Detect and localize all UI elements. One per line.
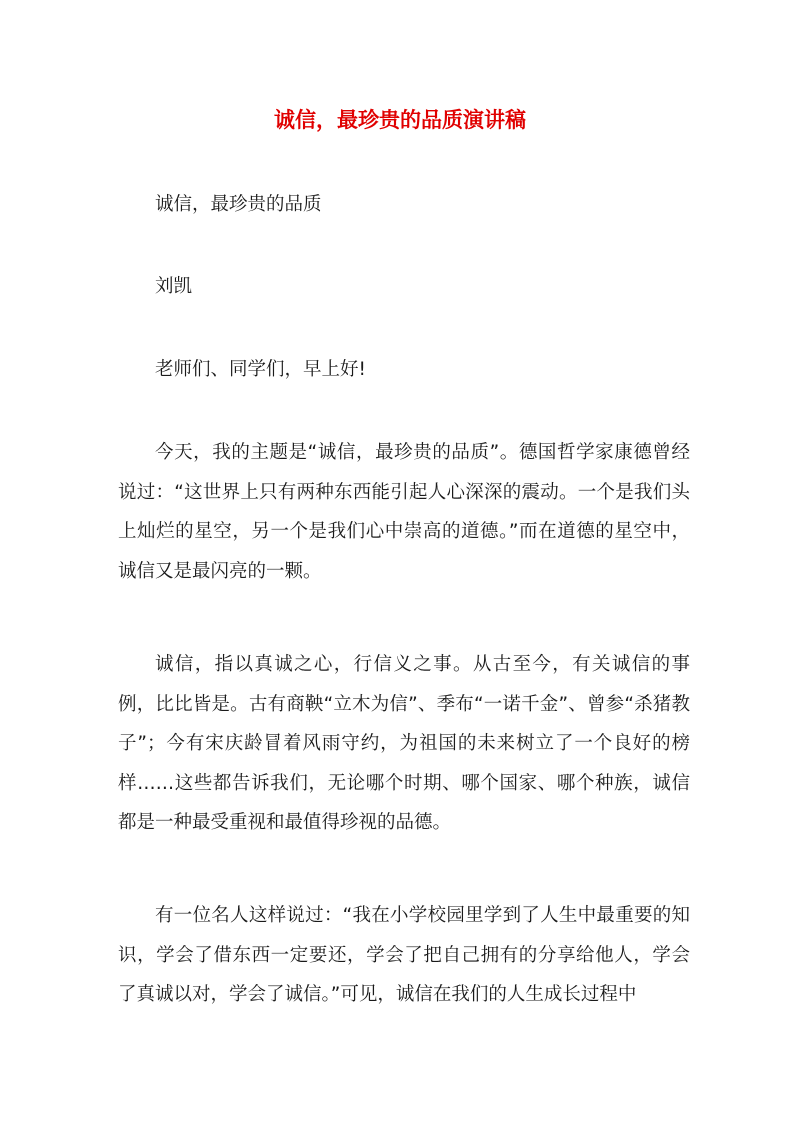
document-title: 诚信，最珍贵的品质演讲稿 bbox=[274, 108, 526, 132]
paragraph-2: 诚信，指以真诚之心，行信义之事。从古至今，有关诚信的事例，比比皆是。古有商鞅“立木为信”、季布“一诺千金”、曾参“杀猪教子”；今有宋庆龄冒着风雨守约，为祖国的未来树立了一个良好的榜样……这些都告诉我们，无论哪个时期、哪个国家、哪个种族，诚信都是一种最受重视和最值得珍视的品德。 bbox=[118, 654, 690, 833]
author-name: 刘凯 bbox=[155, 276, 193, 297]
paragraph-3: 有一位名人这样说过：“我在小学校园里学到了人生中最重要的知识，学会了借东西一定要还，学会了把自己拥有的分享给他人，学会了真诚以对，学会了诚信。”可见，诚信在我们的人生成长过程中 bbox=[118, 905, 690, 1005]
speech-subtitle: 诚信，最珍贵的品质 bbox=[155, 194, 322, 215]
paragraph-1: 今天，我的主题是“诚信，最珍贵的品质”。德国哲学家康德曾经说过：“这世界上只有两种东西能引起人心深深的震动。一个是我们头上灿烂的星空，另一个是我们心中崇高的道德。”而在道德的星空中，诚信又是最闪亮的一颗。 bbox=[118, 442, 690, 582]
greeting: 老师们、同学们，早上好! bbox=[155, 359, 366, 380]
